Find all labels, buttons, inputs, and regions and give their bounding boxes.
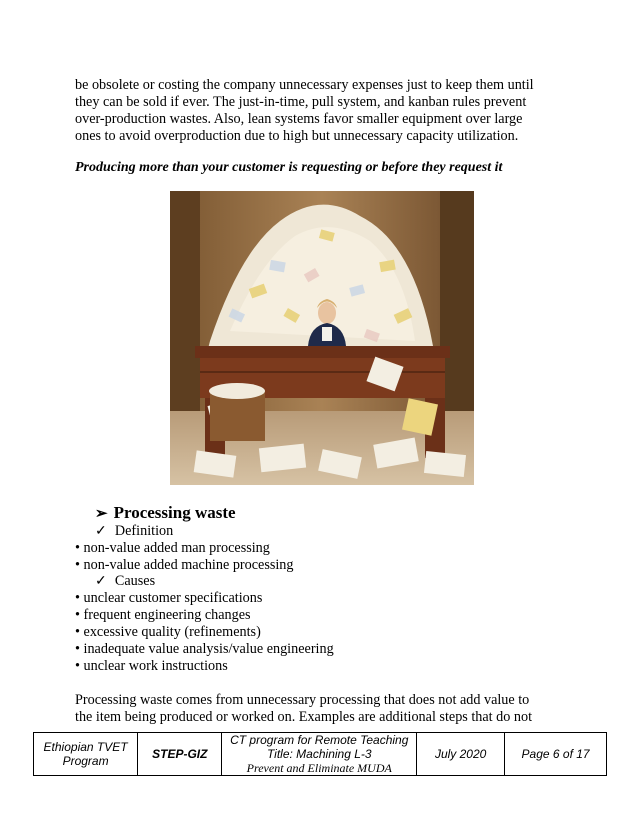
list-item: • unclear work instructions [75, 658, 228, 674]
checkmark-icon: ✓ [95, 573, 107, 589]
closing-line: the item being produced or worked on. Examples are additional steps that do not [75, 709, 533, 725]
list-item: • excessive quality (refinements) [75, 624, 261, 640]
definition-label-text: Definition [114, 523, 174, 539]
footer-date: July 2020 [417, 733, 505, 776]
emphasis-caption: Producing more than your customer is requesting or before they request it [75, 160, 503, 175]
footer-program: CT program for Remote Teaching Title: Machining L-3 Prevent and Eliminate MUDA [222, 733, 417, 776]
intro-line: over-production wastes. Also, lean systems favor smaller equipment over large [75, 111, 523, 127]
footer-org: Ethiopian TVET Program [34, 733, 138, 776]
section-heading-text: Processing waste [113, 503, 236, 522]
intro-line: ones to avoid overproduction due to high but unnecessary capacity utilization. [75, 128, 519, 144]
checkmark-icon: ✓ [95, 523, 107, 539]
closing-line: Processing waste comes from unnecessary processing that does not add value to [75, 692, 530, 708]
footer-page-number: Page 6 of 17 [505, 733, 607, 776]
closing-paragraph [75, 692, 565, 726]
list-item: • non-value added man processing [75, 540, 270, 556]
definition-label [95, 523, 173, 540]
section-heading [95, 503, 236, 523]
list-item: • unclear customer specifications [75, 590, 263, 606]
list-item: • non-value added machine processing [75, 557, 294, 573]
list-item: • frequent engineering changes [75, 607, 251, 623]
causes-label-text: Causes [114, 573, 156, 589]
intro-line: they can be sold if ever. The just-in-time, pull system, and kanban rules prevent [75, 94, 527, 110]
page-footer [33, 732, 607, 776]
intro-line: be obsolete or costing the company unnecessary expenses just to keep them until [75, 77, 534, 93]
paper-pile-photo [170, 191, 474, 485]
list-item: • inadequate value analysis/value engineering [75, 641, 334, 657]
intro-paragraph [75, 77, 565, 145]
footer-partner: STEP-GIZ [138, 733, 222, 776]
arrow-bullet-icon: ➢ [95, 506, 108, 522]
causes-label [95, 573, 155, 590]
